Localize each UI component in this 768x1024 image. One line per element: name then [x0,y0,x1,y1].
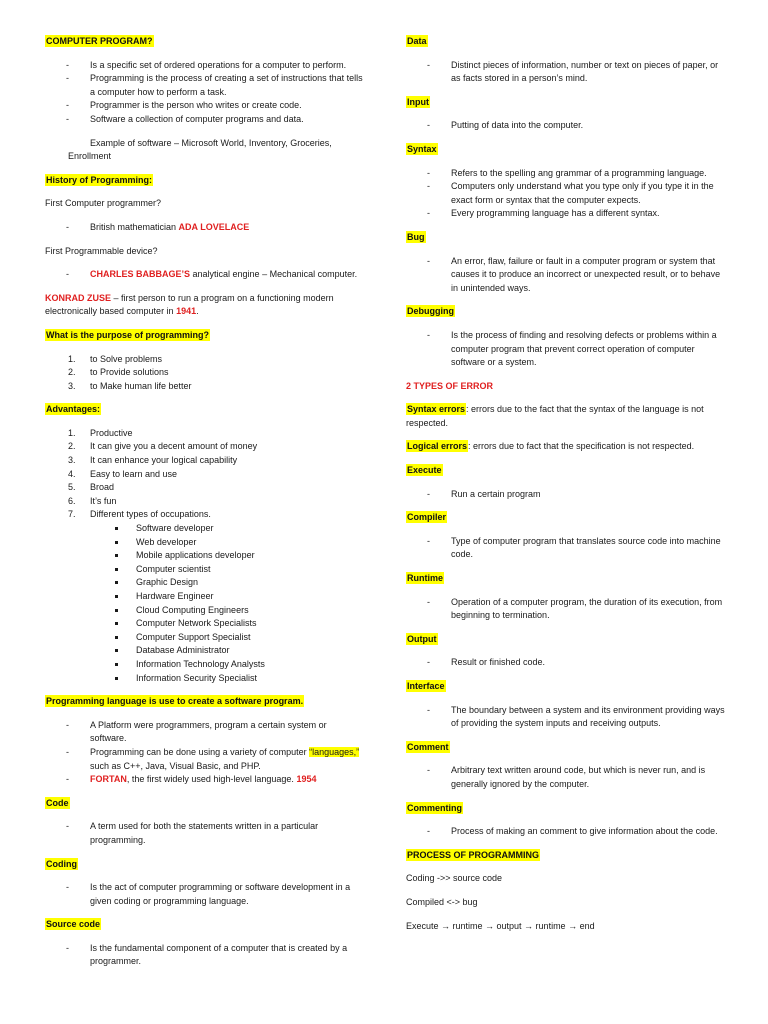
logical-errors-label: Logical errors [407,441,468,452]
section-commenting [406,802,726,839]
list-item: - Operation of a computer program, the duration of its execution, from beginning to termination. [406,596,726,623]
bullet-list [406,596,726,623]
section-heading: Commenting [407,802,462,813]
list-item: - A Platform were programmers, program a certain system or software. [45,719,365,746]
list-item: - Run a certain program [406,488,726,502]
section-history [45,174,365,319]
zuse-end: . [196,306,199,317]
section-compiler [406,511,726,562]
occupation-item: Information Security Specialist [45,672,365,686]
numbered-list [45,353,365,394]
list-item: 4. Easy to learn and use [68,468,178,479]
list-item: - Is a specific set of ordered operations for a computer to perform. [45,59,365,73]
logical-errors-paragraph: Logical errors: errors due to fact that the specification is not respected. [407,441,695,452]
section-types-of-error [406,380,726,454]
list-item: 7. Different types of occupations. Software developer Web developer Mobile applications developer Computer scientist Graphic Design Hardware Engineer Cloud Computing Engineers Computer Network Specialists Computer Support Specialist Database Administrator Information Technology Analysts Information Security Specialist [45,508,365,685]
question-first-programmer: First Computer programmer? [45,198,162,209]
section-input [406,96,726,133]
list-item: 3. It can enhance your logical capability [68,455,238,466]
section-debugging [406,305,726,369]
section-heading: History of Programming: [46,174,153,185]
list-item: - An error, flaw, failure or fault in a computer program or system that causes it to produce an incorrect or unexpected result, or to behave in unintended ways. [406,255,726,296]
list-item: - Is the act of computer programming or software development in a given coding or programming language. [45,881,365,908]
occupation-item: Mobile applications developer [45,549,365,563]
occupation-item: Web developer [45,536,365,550]
bullet-list [45,942,365,969]
section-heading: Bug [407,231,425,242]
year-1954: 1954 [296,774,317,785]
section-execute [406,464,726,501]
list-item: - Refers to the spelling ang grammar of a programming language. [406,167,726,181]
fortan: FORTAN [90,774,127,785]
section-heading: Runtime [407,573,443,584]
process-line: Coding ->> source code [406,873,503,884]
list-item: - Is the process of finding and resolving defects or problems within a computer program that prevent correct operation of computer software or a system. [406,329,726,370]
section-heading: Input [407,96,429,107]
list-item [45,221,365,235]
list-item: - The boundary between a system and its environment providing ways of providing the system inputs and receiving outputs. [406,704,726,731]
list-item: - Software a collection of computer programs and data. [45,113,365,127]
bullet-list [406,656,726,670]
list-item: 6. It’s fun [68,495,117,506]
bullet-list [406,167,726,221]
left-column [45,35,365,979]
bullet-list [45,881,365,908]
konrad-zuse: KONRAD ZUSE [45,292,112,303]
occupation-item: Computer Support Specialist [45,631,365,645]
section-computer-program [45,35,365,164]
section-heading: PROCESS OF PROGRAMMING [407,849,540,860]
process-line: Compiled <-> bug [406,896,478,907]
bullet-list [45,719,365,787]
list-item: - Process of making an comment to give information about the code. [406,825,726,839]
section-heading: Output [407,633,437,644]
bullet-list [406,825,726,839]
occupation-item: Information Technology Analysts [45,658,365,672]
list-item: - Programmer is the person who writes or create code. [45,99,365,113]
section-comment [406,741,726,792]
occupation-item: Computer scientist [45,563,365,577]
section-syntax [406,143,726,221]
bullet-list [45,268,365,282]
section-interface [406,680,726,731]
occupation-item: Hardware Engineer [45,590,365,604]
bullet-list [406,764,726,791]
list-item: - Every programming language has a different syntax. [406,207,726,221]
section-purpose [45,329,365,393]
list-item: - Putting of data into the computer. [406,119,726,133]
list-item: 1. to Solve problems [68,353,163,364]
bullet-list [406,255,726,296]
section-heading: Programming language is use to create a software program. [46,696,304,707]
bullet-list [45,59,365,127]
section-programming-language [45,695,365,787]
bullet-list [45,221,365,235]
list-item: 5. Broad [68,482,115,493]
list-item: - Result or finished code. [406,656,726,670]
question-first-device: First Programmable device? [45,245,158,256]
bullet-list [406,488,726,502]
konrad-zuse-paragraph [45,292,365,319]
section-heading: What is the purpose of programming? [46,329,210,340]
list-item: 2. to Provide solutions [68,367,169,378]
list-item: 2. It can give you a decent amount of money [68,441,258,452]
section-heading: Syntax [407,143,437,154]
list-item: - Programming can be done using a variety of computer “languages,” such as C++, Java, Visual Basic, and PHP. [45,746,365,773]
section-runtime [406,572,726,623]
list-item: 1. Productive [68,427,133,438]
bullet-list [406,704,726,731]
syntax-errors-paragraph: Syntax errors: errors due to the fact that the syntax of the language is not respected. [406,404,704,428]
section-heading: Debugging [407,306,454,317]
year-1941: 1941 [176,306,197,317]
list-item: - A term used for both the statements written in a particular programming. [45,820,365,847]
list-item: - FORTAN, the first widely used high-level language. 1954 [45,773,365,787]
bullet-list [45,820,365,847]
occupation-item: Cloud Computing Engineers [45,604,365,618]
section-output [406,633,726,670]
section-code [45,797,365,848]
charles-babbage: CHARLES BABBAGE’S [90,269,191,280]
ada-lovelace: ADA LOVELACE [178,221,250,232]
section-heading: Interface [407,681,445,691]
list-item: - Is the fundamental component of a computer that is created by a programmer. [45,942,365,969]
section-heading: Execute [407,465,442,476]
section-heading: Source code [46,919,101,930]
list-item: - Type of computer program that translates source code into machine code. [406,535,726,562]
zuse-text: – first person to run a program on a functioning modern electronically based computer in [45,292,334,317]
software-example: Example of software – Microsoft World, Inventory, Groceries, [90,137,332,148]
list-item [45,268,365,282]
section-advantages [45,403,365,685]
numbered-list [45,427,365,685]
list-item: - Arbitrary text written around code, but which is never run, and is generally ignored by the computer. [406,764,726,791]
list-item: - Computers only understand what you type only if you type it in the exact form or syntax that the computer expects. [406,180,726,207]
section-heading: Coding [46,858,77,869]
section-heading: Advantages: [46,404,101,415]
section-coding [45,858,365,909]
section-heading: Data [407,36,427,46]
occupation-item: Database Administrator [45,644,365,658]
list-item: 3. to Make human life better [68,380,192,391]
section-heading: 2 TYPES OF ERROR [406,380,494,391]
occupation-item: Graphic Design [45,576,365,590]
software-example-cont: Enrollment [68,151,112,162]
section-heading: Compiler [407,512,447,523]
languages-highlight: “languages,” [309,746,360,757]
section-data [406,35,726,86]
occupation-list [90,522,365,685]
bullet-list [406,329,726,370]
section-process [406,849,726,933]
bullet-list [406,119,726,133]
answer-prefix: British mathematician [90,221,179,232]
bullet-list [406,59,726,86]
syntax-errors-label: Syntax errors [407,404,466,415]
list-item: - Distinct pieces of information, number or text on pieces of paper, or as facts stored in a person’s mind. [406,59,726,86]
process-line: Execute → runtime → output → runtime → end [406,920,595,931]
section-source-code [45,918,365,969]
bullet-list [406,535,726,562]
section-heading: COMPUTER PROGRAM? [46,36,153,46]
occupation-item: Computer Network Specialists [45,617,365,631]
occupation-item: Software developer [45,522,365,536]
section-heading: Code [46,797,69,808]
section-bug [406,231,726,295]
right-column [406,35,726,943]
answer-rest: analytical engine – Mechanical computer. [190,269,358,280]
list-item: - Programming is the process of creating a set of instructions that tells a computer how to perform a task. [45,72,365,99]
section-heading: Comment [407,741,449,752]
